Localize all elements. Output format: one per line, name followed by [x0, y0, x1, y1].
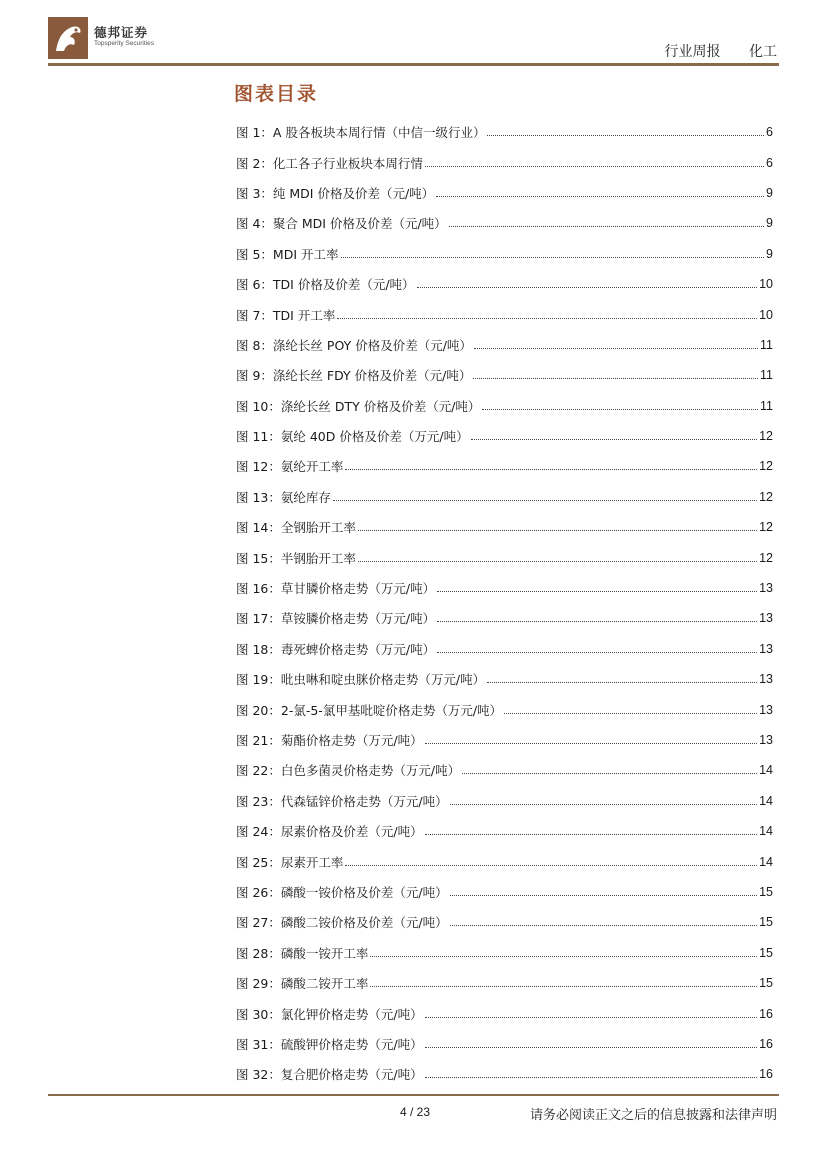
toc-entry-label: 图 11：氨纶 40D 价格及价差（万元/吨）: [236, 429, 469, 445]
toc-entry[interactable]: [236, 299, 773, 329]
toc-leader-dots: [370, 985, 757, 987]
toc-entry-page: 13: [759, 581, 773, 596]
toc-entry[interactable]: [236, 512, 773, 542]
toc-leader-dots: [450, 803, 758, 805]
toc-entry-page: 11: [760, 337, 773, 352]
toc-entry-label: 图 7：TDI 开工率: [236, 307, 336, 323]
logo-mark-icon: [48, 17, 88, 59]
logo-english-name: Topsperity Securities: [94, 40, 154, 47]
toc-leader-dots: [437, 590, 757, 592]
toc-entry-page: 12: [759, 550, 773, 565]
toc-entry-label: 图 2：化工各子行业板块本周行情: [236, 155, 423, 171]
toc-entry-label: 图 5：MDI 开工率: [236, 246, 339, 262]
toc-leader-dots: [358, 529, 757, 531]
toc-entry-page: 14: [759, 854, 773, 869]
toc-entry-label: 图 32：复合肥价格走势（元/吨）: [236, 1067, 423, 1083]
toc-entry[interactable]: [236, 907, 773, 937]
toc-entry-label: 图 18：毒死蜱价格走势（万元/吨）: [236, 641, 436, 657]
toc-leader-dots: [417, 286, 758, 288]
toc-entry-label: 图 19：吡虫啉和啶虫脒价格走势（万元/吨）: [236, 672, 486, 688]
toc-entry[interactable]: [236, 482, 773, 512]
header-meta: [641, 41, 777, 61]
toc-leader-dots: [462, 772, 757, 774]
toc-leader-dots: [474, 347, 758, 349]
toc-entry-label: 图 13：氨纶库存: [236, 489, 331, 505]
toc-entry-label: 图 30：氯化钾价格走势（元/吨）: [236, 1006, 423, 1022]
toc-entry-label: 图 14：全钢胎开工率: [236, 520, 356, 536]
toc-entry-page: 14: [759, 793, 773, 808]
toc-entry-label: 图 10：涤纶长丝 DTY 价格及价差（元/吨）: [236, 398, 481, 414]
toc-entry-label: 图 12：氨纶开工率: [236, 459, 344, 475]
toc-entry-page: 16: [759, 1067, 773, 1082]
toc-entry[interactable]: [236, 451, 773, 481]
toc-entry-label: 图 29：磷酸二铵开工率: [236, 976, 369, 992]
toc-entry-label: 图 8：涤纶长丝 POY 价格及价差（元/吨）: [236, 337, 472, 353]
toc-entry-page: 16: [759, 1006, 773, 1021]
company-logo: [48, 17, 168, 59]
toc-leader-dots: [471, 438, 758, 440]
toc-entry-page: 11: [760, 398, 773, 413]
sector-label: 化工: [749, 44, 777, 60]
toc-entry[interactable]: [236, 391, 773, 421]
toc-leader-dots: [345, 468, 757, 470]
toc-entry-label: 图 16：草甘膦价格走势（万元/吨）: [236, 581, 436, 597]
toc-entry[interactable]: [236, 938, 773, 968]
toc-entry-page: 14: [759, 763, 773, 778]
toc-entry-page: 15: [759, 945, 773, 960]
toc-entry-label: 图 20：2-氯-5-氯甲基吡啶价格走势（万元/吨）: [236, 702, 503, 718]
toc-entry[interactable]: [236, 147, 773, 177]
toc-entry[interactable]: [236, 664, 773, 694]
toc-leader-dots: [358, 560, 757, 562]
toc-entry[interactable]: [236, 786, 773, 816]
toc-entry[interactable]: [236, 755, 773, 785]
toc-leader-dots: [345, 864, 757, 866]
toc-entry[interactable]: [236, 360, 773, 390]
toc-entry-page: 10: [759, 307, 773, 322]
toc-entry[interactable]: [236, 1059, 773, 1089]
toc-entry-page: 14: [759, 824, 773, 839]
toc-entry-label: 图 3：纯 MDI 价格及价差（元/吨）: [236, 185, 435, 201]
toc-entry[interactable]: [236, 816, 773, 846]
toc-entry-page: 15: [759, 915, 773, 930]
toc-leader-dots: [425, 742, 758, 744]
toc-entry[interactable]: [236, 846, 773, 876]
toc-entry[interactable]: [236, 877, 773, 907]
toc-entry-page: 12: [759, 520, 773, 535]
toc-entry-page: 9: [766, 216, 773, 231]
toc-leader-dots: [482, 408, 758, 410]
toc-entry[interactable]: [236, 178, 773, 208]
toc-entry-page: 13: [759, 672, 773, 687]
toc-entry-page: 11: [760, 368, 773, 383]
toc-entry-page: 12: [759, 459, 773, 474]
toc-entry[interactable]: [236, 998, 773, 1028]
toc-entry-page: 6: [766, 125, 773, 140]
toc-entry-page: 13: [759, 733, 773, 747]
toc-entry[interactable]: [236, 330, 773, 360]
toc-entry[interactable]: [236, 1029, 773, 1059]
toc-entry-page: 12: [759, 429, 773, 444]
toc-leader-dots: [341, 256, 765, 258]
toc-entry[interactable]: [236, 603, 773, 633]
toc-entry-page: 13: [759, 641, 773, 656]
footer-divider: [48, 1094, 779, 1096]
toc-entry-page: 9: [766, 185, 773, 200]
toc-entry[interactable]: [236, 542, 773, 572]
toc-entry-page: 13: [759, 702, 773, 717]
toc-leader-dots: [425, 165, 764, 167]
toc-leader-dots: [487, 134, 764, 136]
toc-entry-label: 图 17：草铵膦价格走势（万元/吨）: [236, 611, 436, 627]
toc-entry-label: 图 9：涤纶长丝 FDY 价格及价差（元/吨）: [236, 368, 472, 384]
toc-entry-label: 图 1：A 股各板块本周行情（中信一级行业）: [236, 125, 486, 141]
page-indicator: 4 / 23: [400, 1105, 431, 1119]
toc-leader-dots: [425, 1046, 758, 1048]
toc-leader-dots: [370, 955, 757, 957]
toc-entry-label: 图 24：尿素价格及价差（元/吨）: [236, 824, 423, 840]
toc-entry-label: 图 6：TDI 价格及价差（元/吨）: [236, 277, 415, 293]
toc-entry-label: 图 31：硫酸钾价格走势（元/吨）: [236, 1036, 423, 1052]
toc-leader-dots: [449, 225, 764, 227]
toc-leader-dots: [333, 499, 757, 501]
toc-leader-dots: [437, 620, 757, 622]
header-divider: [48, 63, 779, 66]
toc-entry[interactable]: [236, 694, 773, 724]
toc-leader-dots: [425, 1076, 758, 1078]
toc-entry-page: 15: [759, 976, 773, 991]
toc-leader-dots: [450, 894, 758, 896]
toc-entry-page: 9: [766, 246, 773, 261]
toc-leader-dots: [437, 651, 757, 653]
toc-entry-page: 15: [759, 884, 773, 899]
toc-entry[interactable]: [236, 725, 773, 755]
toc-entry-label: 图 25：尿素开工率: [236, 854, 344, 870]
toc-entry[interactable]: [236, 421, 773, 451]
toc-entry[interactable]: [236, 968, 773, 998]
toc-title: 图表目录: [234, 83, 319, 105]
toc-entry[interactable]: [236, 269, 773, 299]
report-type: 行业周报: [664, 44, 721, 60]
toc-entry-label: 图 27：磷酸二铵价格及价差（元/吨）: [236, 915, 448, 931]
toc-entry-page: 13: [759, 611, 773, 626]
toc-entry[interactable]: [236, 634, 773, 664]
toc-entry[interactable]: [236, 239, 773, 269]
toc-entry[interactable]: [236, 573, 773, 603]
toc-entry-label: 图 23：代森锰锌价格走势（万元/吨）: [236, 793, 448, 809]
logo-chinese-name: 德邦证券: [94, 25, 149, 40]
toc-leader-dots: [425, 1016, 758, 1018]
toc-entry-page: 10: [759, 277, 773, 292]
toc-entry-label: 图 26：磷酸一铵价格及价差（元/吨）: [236, 884, 448, 900]
toc-entry-label: 图 28：磷酸一铵开工率: [236, 945, 369, 961]
toc-entry-page: 6: [766, 155, 773, 170]
legal-disclaimer: 请务必阅读正文之后的信息披露和法律声明: [529, 1108, 777, 1123]
toc-entry-label: 图 22：白色多菌灵价格走势（万元/吨）: [236, 763, 461, 779]
toc-leader-dots: [450, 924, 758, 926]
toc-leader-dots: [425, 833, 758, 835]
toc-leader-dots: [504, 712, 757, 714]
toc-entry[interactable]: [236, 208, 773, 238]
toc-entry[interactable]: [236, 117, 773, 147]
toc-entry-label: 图 15：半钢胎开工率: [236, 550, 356, 566]
toc-entry-page: 16: [759, 1036, 773, 1051]
toc-leader-dots: [436, 195, 764, 197]
toc-entry-page: 12: [759, 489, 773, 504]
toc-leader-dots: [473, 377, 758, 379]
toc-entry-label: 图 4：聚合 MDI 价格及价差（元/吨）: [236, 216, 447, 232]
toc-entry-label: 图 21：菊酯价格走势（万元/吨）: [236, 733, 423, 748]
toc-leader-dots: [487, 681, 757, 683]
toc-leader-dots: [337, 317, 757, 319]
toc-list: [236, 117, 773, 1090]
